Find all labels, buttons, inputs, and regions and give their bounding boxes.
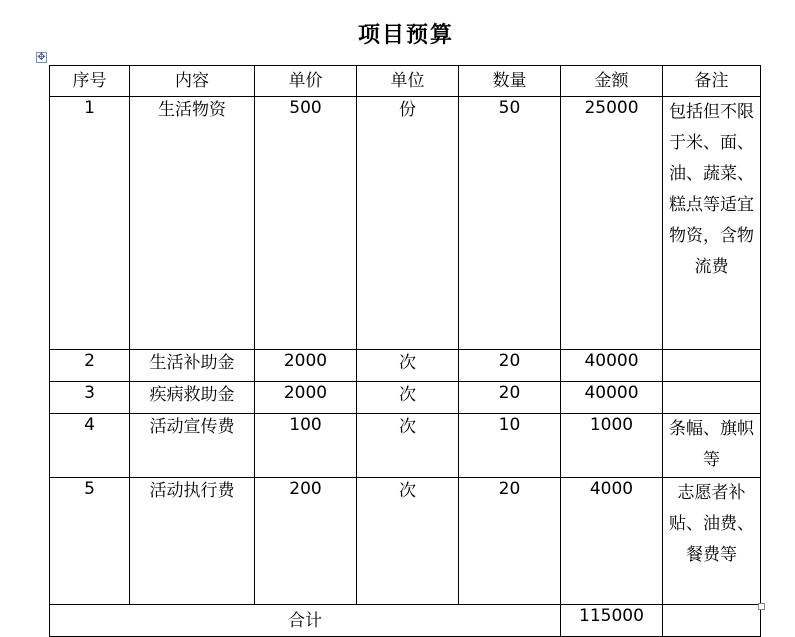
header-price: 单价 (255, 66, 357, 97)
cell-note[interactable]: 条幅、旗帜等 (663, 414, 761, 478)
table-row (50, 97, 761, 350)
cell-item[interactable]: 疾病救助金 (130, 382, 255, 414)
cell-unit[interactable]: 次 (357, 414, 459, 478)
cell-price[interactable]: 2000 (255, 350, 357, 382)
cell-price[interactable]: 200 (255, 478, 357, 605)
header-note: 备注 (663, 66, 761, 97)
table-resize-handle[interactable] (758, 603, 765, 610)
page-title: 项目预算 (357, 23, 454, 48)
total-label[interactable]: 合计 (50, 605, 561, 637)
budget-table (49, 65, 761, 637)
cell-unit[interactable]: 份 (357, 97, 459, 350)
header-no: 序号 (50, 66, 130, 97)
cell-qty[interactable]: 20 (459, 478, 561, 605)
header-qty: 数量 (459, 66, 561, 97)
cell-unit[interactable]: 次 (357, 478, 459, 605)
table-move-handle-icon[interactable]: ✥ (37, 52, 46, 63)
table-row (50, 350, 761, 382)
cell-price[interactable]: 500 (255, 97, 357, 350)
cell-item[interactable]: 生活补助金 (130, 350, 255, 382)
cell-qty[interactable]: 20 (459, 382, 561, 414)
table-row (50, 382, 761, 414)
cell-amount[interactable]: 1000 (561, 414, 663, 478)
cell-amount[interactable]: 40000 (561, 382, 663, 414)
cell-no[interactable]: 5 (50, 478, 130, 605)
cell-price[interactable]: 100 (255, 414, 357, 478)
cell-note[interactable] (663, 350, 761, 382)
cell-qty[interactable]: 50 (459, 97, 561, 350)
total-amount[interactable]: 115000 (561, 605, 663, 637)
cell-qty[interactable]: 10 (459, 414, 561, 478)
header-item: 内容 (130, 66, 255, 97)
cell-amount[interactable]: 4000 (561, 478, 663, 605)
cell-item[interactable]: 活动执行费 (130, 478, 255, 605)
cell-item[interactable]: 生活物资 (130, 97, 255, 350)
cell-unit[interactable]: 次 (357, 350, 459, 382)
cell-item[interactable]: 活动宣传费 (130, 414, 255, 478)
cell-note[interactable]: 志愿者补贴、油费、餐费等 (663, 478, 761, 605)
header-amount: 金额 (561, 66, 663, 97)
cell-note[interactable] (663, 382, 761, 414)
cell-no[interactable]: 4 (50, 414, 130, 478)
table-row (50, 414, 761, 478)
cell-no[interactable]: 1 (50, 97, 130, 350)
cell-unit[interactable]: 次 (357, 382, 459, 414)
cell-amount[interactable]: 40000 (561, 350, 663, 382)
cell-price[interactable]: 2000 (255, 382, 357, 414)
table-total-row (50, 605, 761, 637)
cell-amount[interactable]: 25000 (561, 97, 663, 350)
header-unit: 单位 (357, 66, 459, 97)
table-header-row (50, 66, 761, 97)
table-row (50, 478, 761, 605)
cell-qty[interactable]: 20 (459, 350, 561, 382)
cell-no[interactable]: 3 (50, 382, 130, 414)
cell-note[interactable]: 包括但不限于米、面、油、蔬菜、糕点等适宜物资，含物流费 (663, 97, 761, 350)
total-note[interactable] (663, 605, 761, 637)
cell-no[interactable]: 2 (50, 350, 130, 382)
